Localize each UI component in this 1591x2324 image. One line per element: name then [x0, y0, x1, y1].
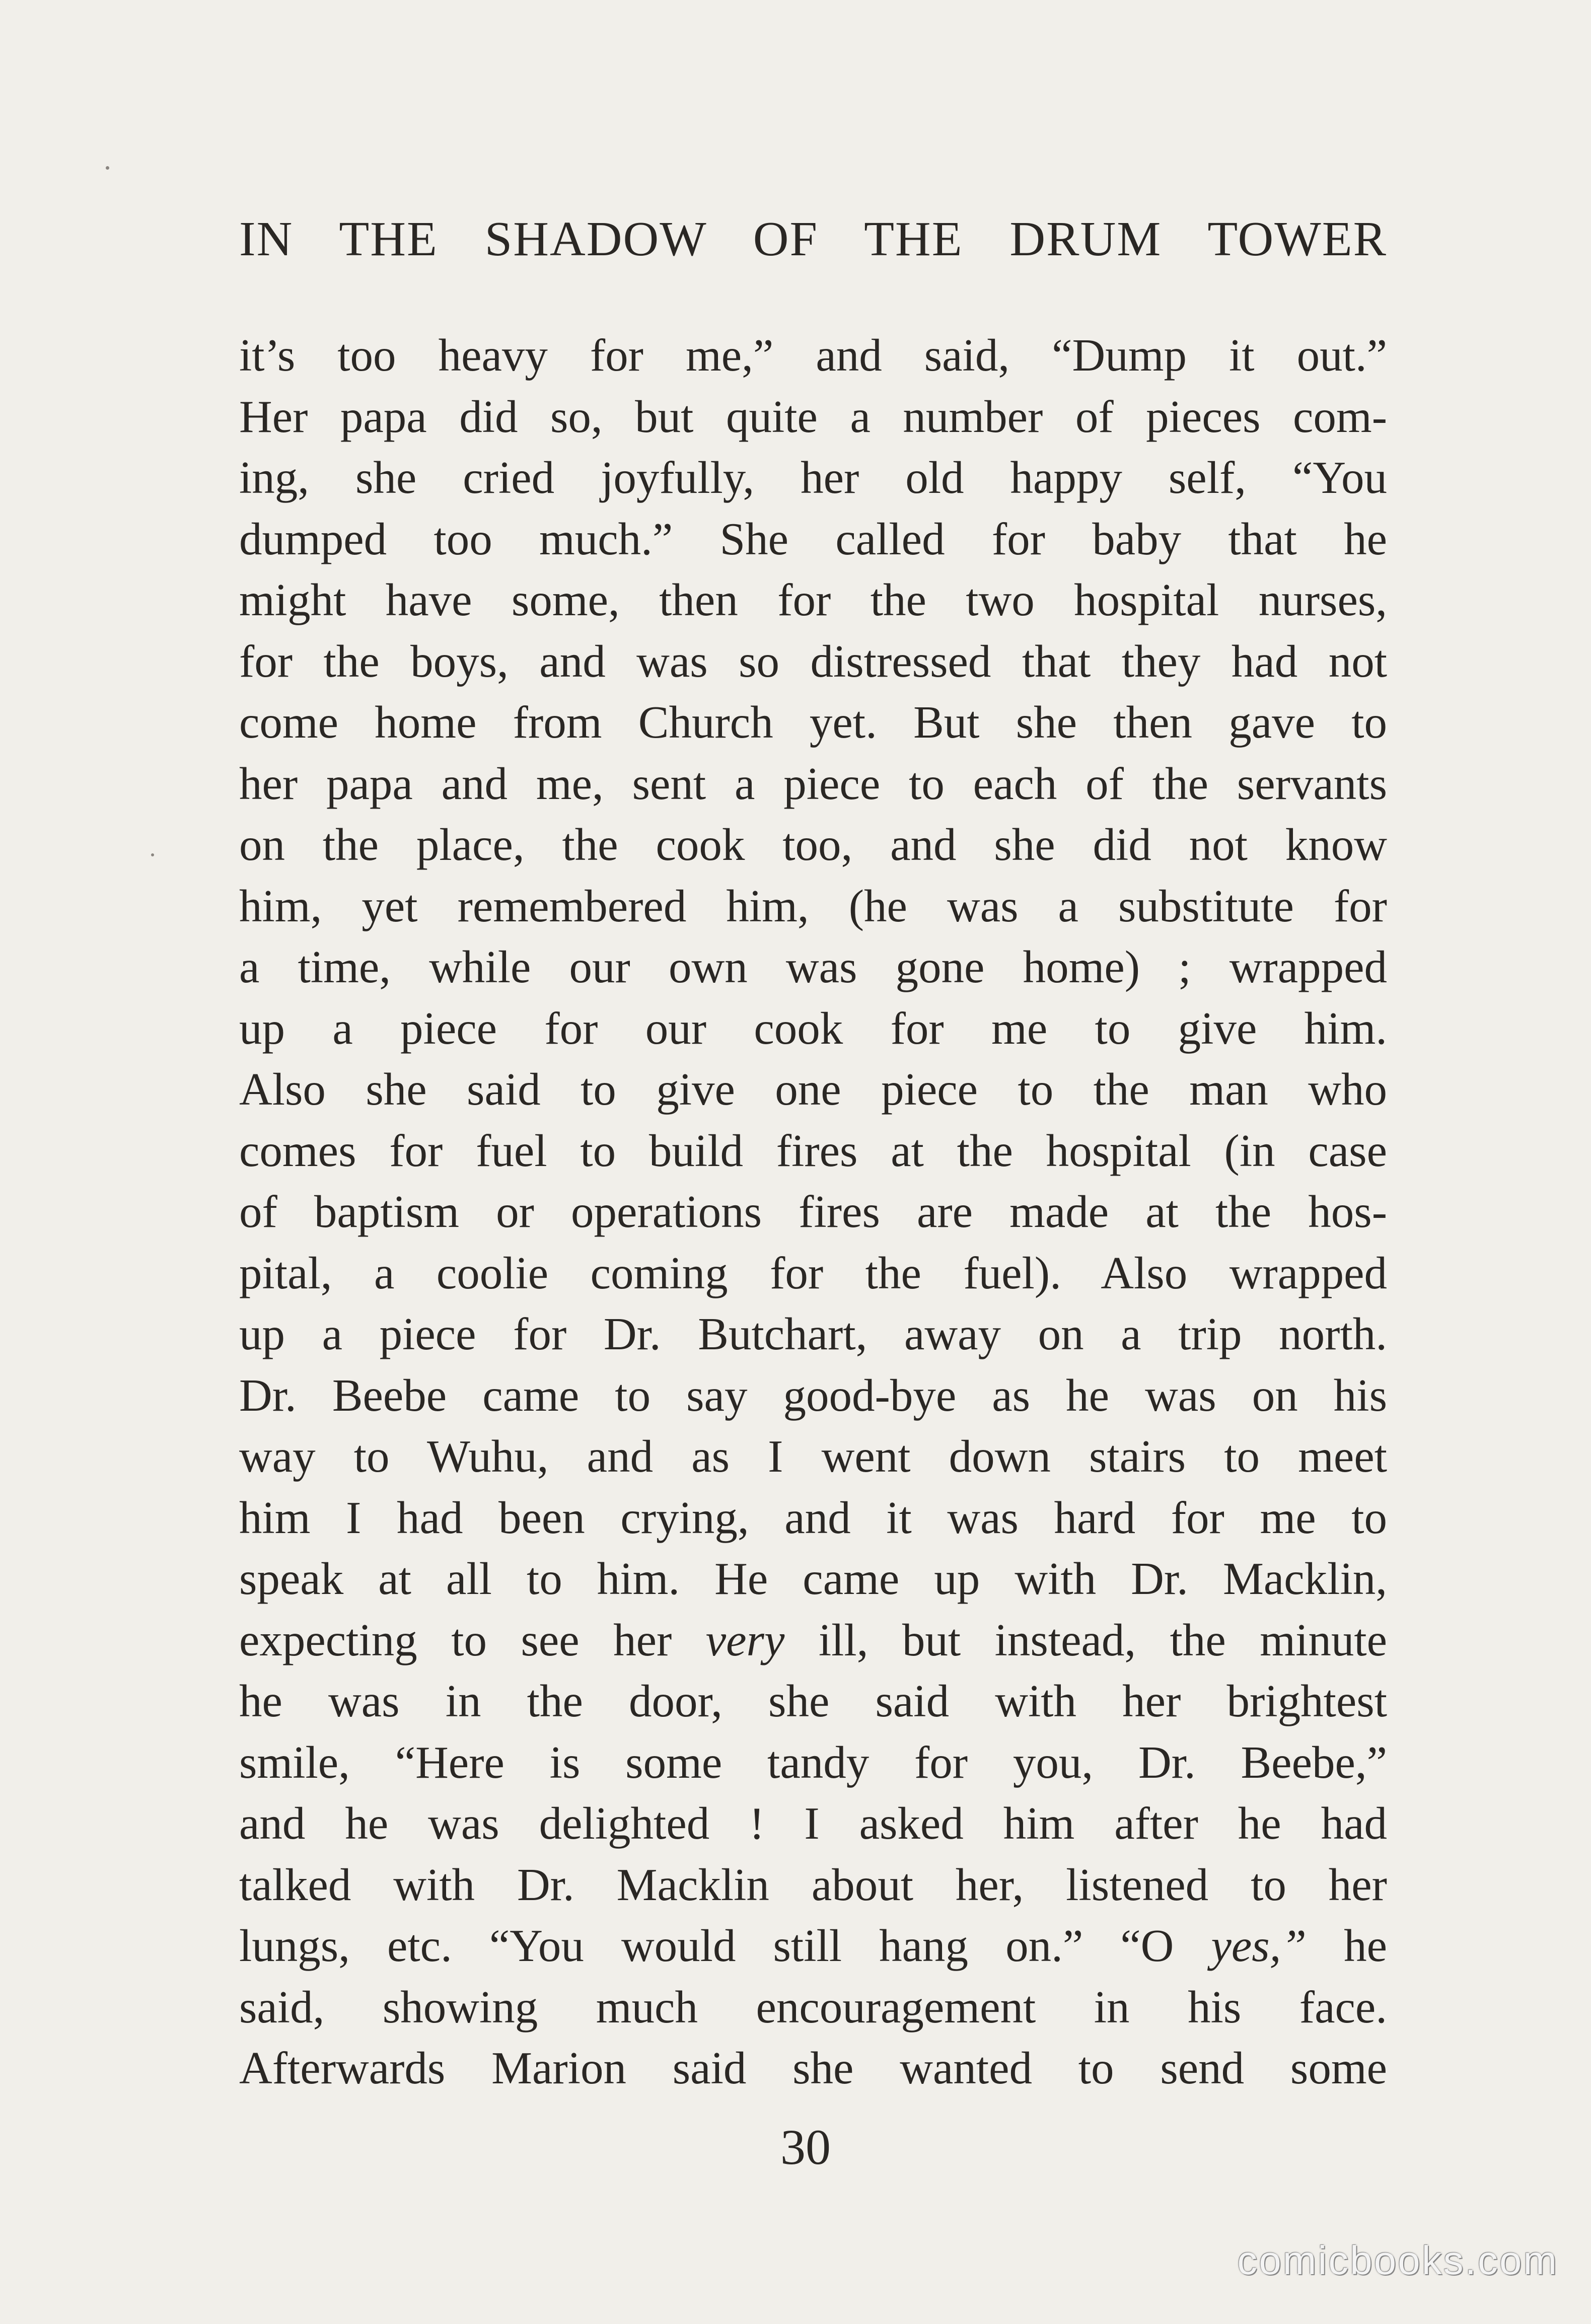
text-line: Afterwards Marion said she wanted to send some — [239, 2043, 1387, 2093]
text-line: a time, while our own was gone home) ; wrapped — [239, 941, 1387, 992]
text-line — [239, 1915, 1387, 1977]
body-text — [239, 325, 1387, 2099]
text-line: it’s too heavy for me,” and said, “Dump it out.” — [239, 330, 1387, 381]
text-segment: ill, but instead, the minute — [784, 1614, 1387, 1665]
text-line: Her papa did so, but quite a number of pieces com- — [239, 391, 1387, 442]
text-line: speak at all to him. He came up with Dr. Macklin, — [239, 1553, 1387, 1604]
text-line: smile, “Here is some tandy for you, Dr. Beebe,” — [239, 1736, 1387, 1788]
text-line: him I had been crying, and it was hard for me to — [239, 1492, 1387, 1543]
text-line: up a piece for Dr. Butchart, away on a trip north. — [239, 1309, 1387, 1359]
watermark: comicbooks.com — [1237, 2238, 1558, 2283]
italic-emphasis: yes,” — [1211, 1920, 1307, 1971]
text-line: dumped too much.” She called for baby that he — [239, 513, 1387, 564]
text-line: him, yet remembered him, (he was a substitute for — [239, 880, 1387, 931]
text-line — [239, 1610, 1387, 1671]
text-segment: lungs, etc. “You would still hang on.” “O — [239, 1920, 1211, 1971]
text-line: pital, a coolie coming for the fuel). Also wrapped — [239, 1247, 1387, 1298]
text-line: Dr. Beebe came to say good-bye as he was on his — [239, 1369, 1387, 1421]
text-segment: expecting to see her — [239, 1614, 706, 1665]
page-speck — [106, 166, 109, 170]
text-line: and he was delighted ! I asked him after he had — [239, 1798, 1387, 1849]
text-line: her papa and me, sent a piece to each of the servants — [239, 758, 1387, 809]
text-line: on the place, the cook too, and she did not know — [239, 819, 1387, 870]
text-line: up a piece for our cook for me to give him. — [239, 1002, 1387, 1054]
running-head: IN THE SHADOW OF THE DRUM TOWER — [239, 212, 1387, 266]
page-speck — [151, 853, 154, 856]
text-line: come home from Church yet. But she then gave to — [239, 697, 1387, 748]
text-line: Also she said to give one piece to the man who — [239, 1064, 1387, 1115]
italic-emphasis: very — [705, 1614, 785, 1665]
text-line: he was in the door, she said with her brightest — [239, 1676, 1387, 1726]
text-segment: he — [1307, 1920, 1387, 1971]
text-line: way to Wuhu, and as I went down stairs to meet — [239, 1431, 1387, 1482]
text-line: talked with Dr. Macklin about her, listened to her — [239, 1859, 1387, 1910]
text-line: might have some, then for the two hospital nurses, — [239, 574, 1387, 625]
text-line: comes for fuel to build fires at the hospital (in case — [239, 1125, 1387, 1176]
text-line: ing, she cried joyfully, her old happy self, “You — [239, 452, 1387, 503]
text-line: said, showing much encouragement in his face. — [239, 1981, 1387, 2032]
text-line: of baptism or operations fires are made at the hos- — [239, 1186, 1387, 1237]
text-line: for the boys, and was so distressed that they had not — [239, 635, 1387, 687]
page-number: 30 — [780, 2119, 831, 2175]
